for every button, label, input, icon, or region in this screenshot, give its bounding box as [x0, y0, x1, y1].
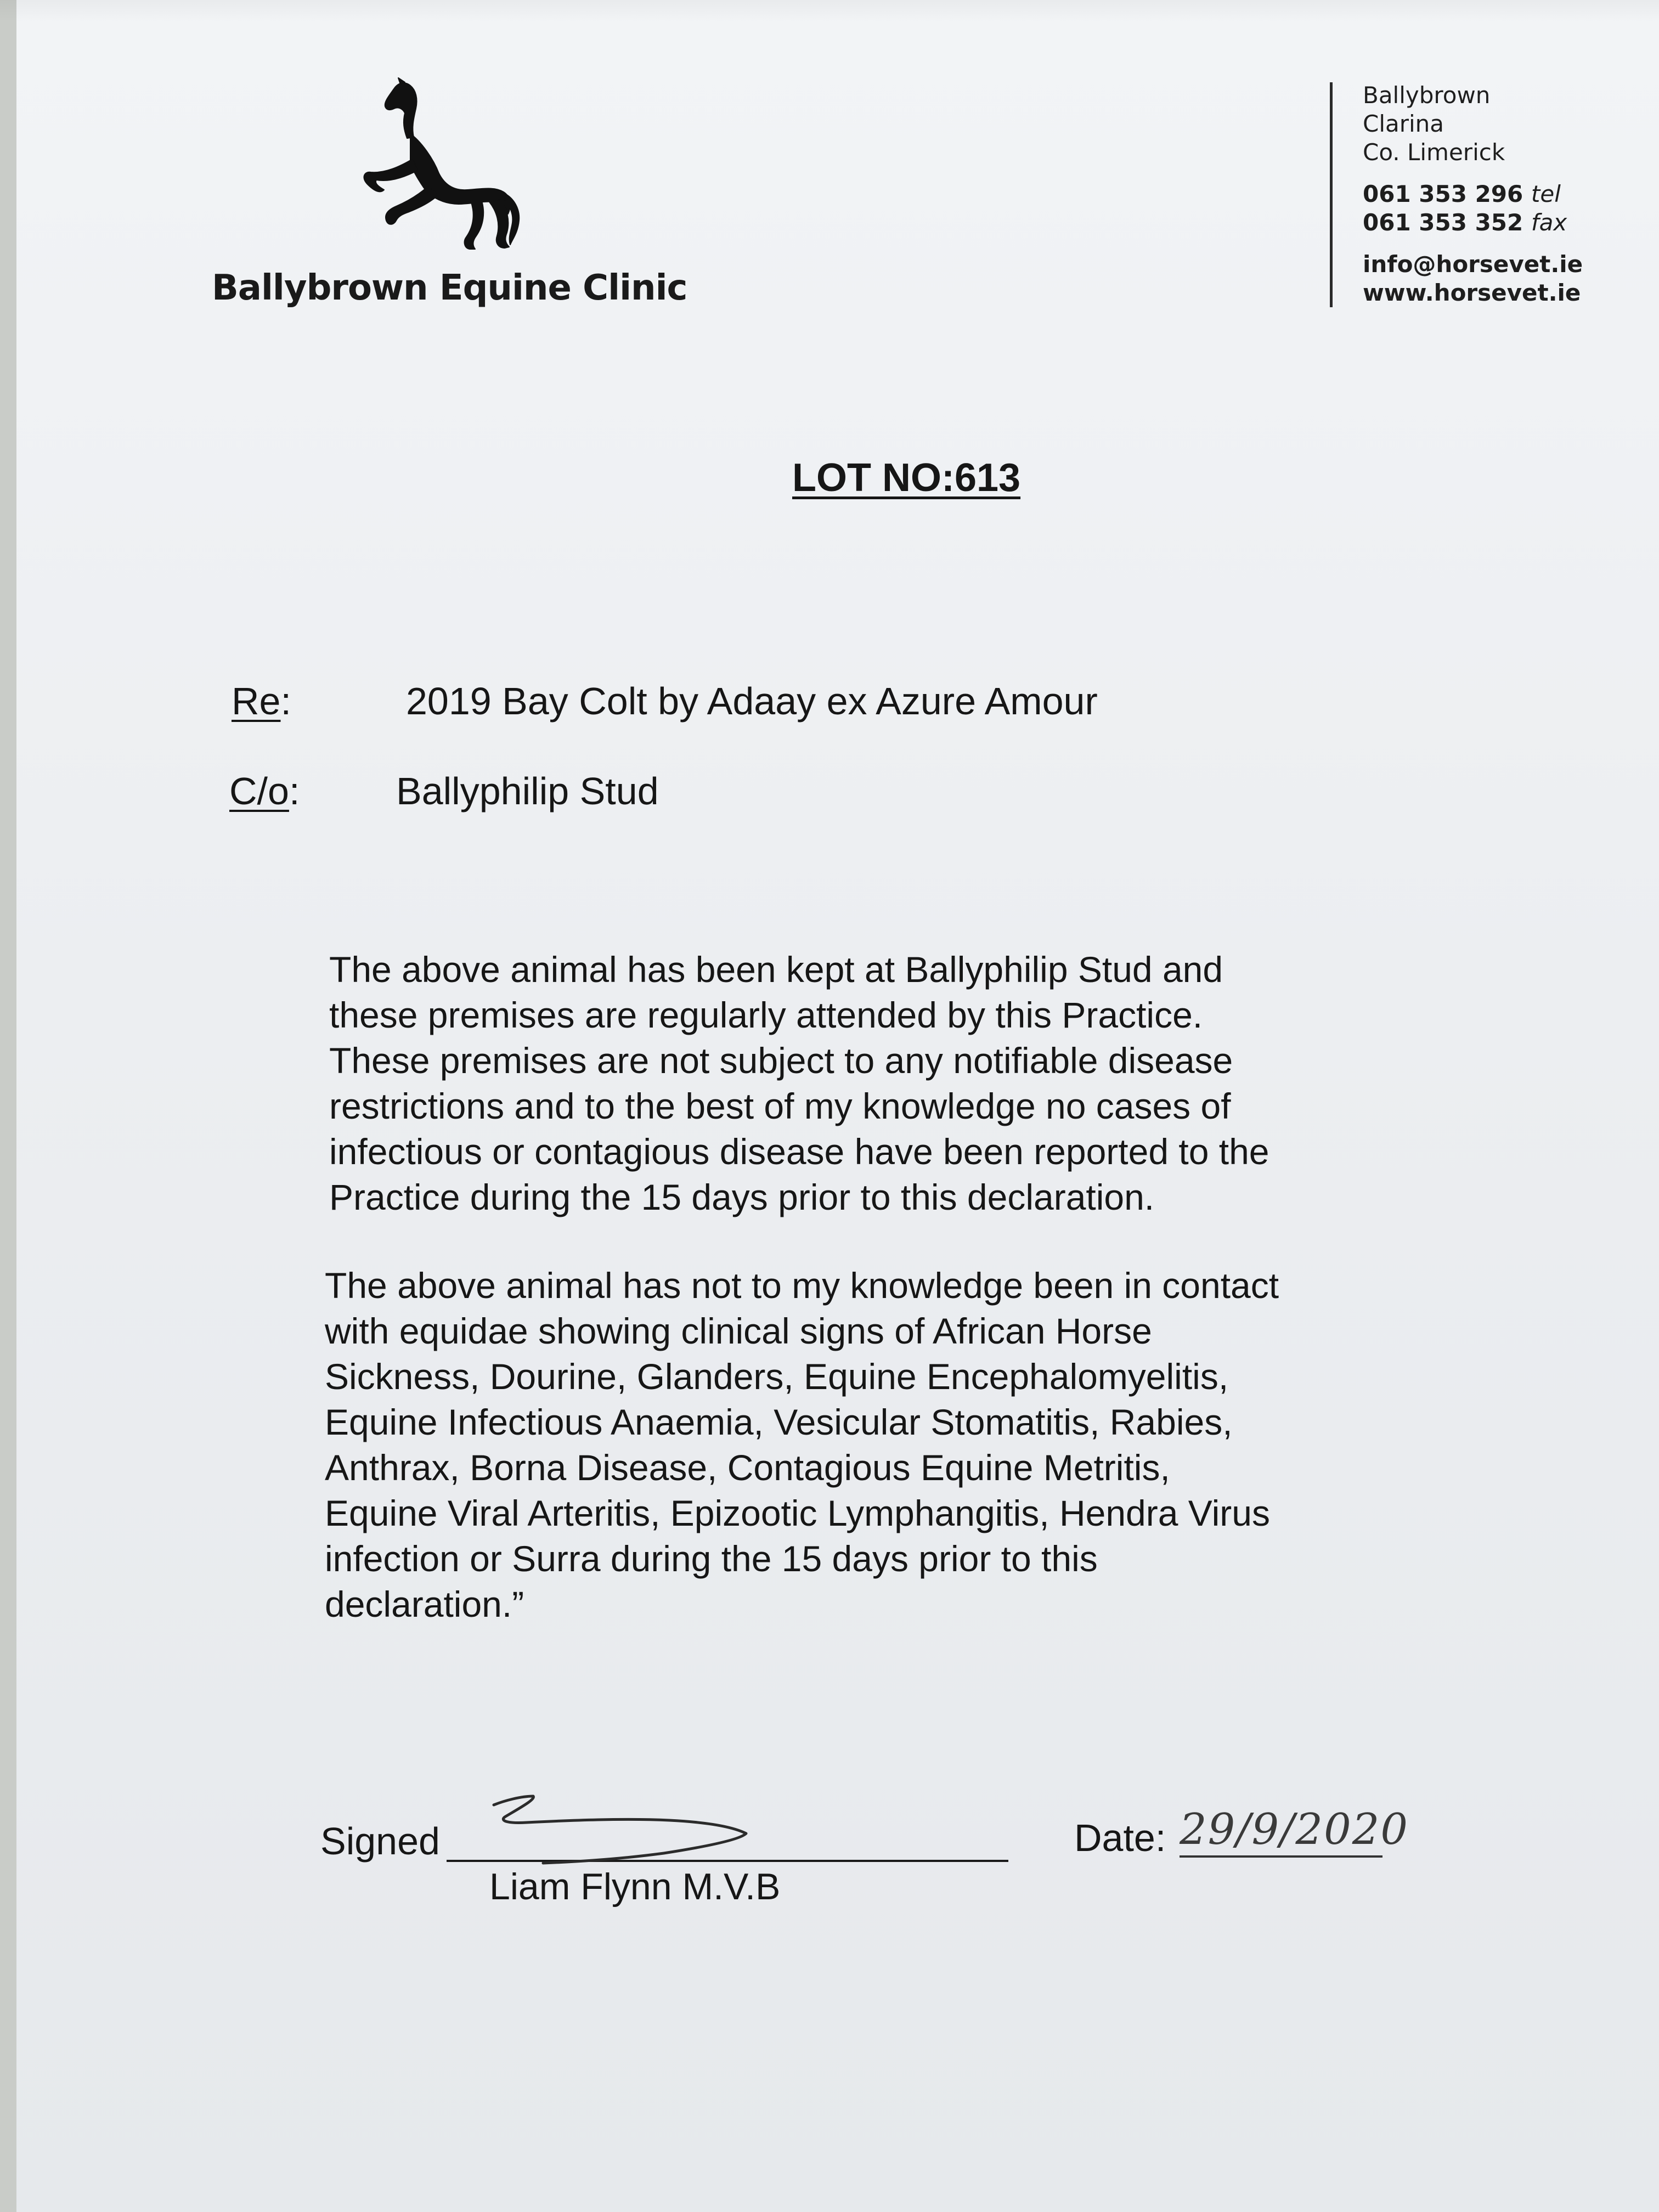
paragraph-line: These premises are not subject to any notifiable disease — [329, 1040, 1233, 1081]
paragraph-line: Sickness, Dourine, Glanders, Equine Encephalomyelitis, — [325, 1356, 1229, 1397]
paragraph-line: infectious or contagious disease have been reported to the — [329, 1131, 1269, 1172]
fax-label: fax — [1531, 209, 1567, 236]
paragraph-line: Equine Viral Arteritis, Epizootic Lymphangitis, Hendra Virus — [325, 1493, 1270, 1533]
clinic-name: Ballybrown Equine Clinic — [212, 268, 687, 308]
signer-name: Liam Flynn M.V.B — [489, 1866, 781, 1908]
lot-number-heading: LOT NO:613 — [792, 456, 1021, 500]
fax-number: 061 353 352 — [1363, 209, 1523, 236]
declaration-paragraph-2 — [325, 1263, 1279, 1627]
paragraph-line: Anthrax, Borna Disease, Contagious Equine Metritis, — [325, 1447, 1170, 1488]
paragraph-line: The above animal has been kept at Ballyphilip Stud and — [329, 949, 1223, 990]
paragraph-line: Equine Infectious Anaemia, Vesicular Stomatitis, Rabies, — [325, 1402, 1233, 1442]
fax-line — [1363, 208, 1583, 237]
address-line: Clarina — [1363, 110, 1444, 137]
tel-line — [1363, 180, 1583, 208]
letterhead-divider — [1330, 82, 1333, 307]
paper-shadow — [0, 0, 1659, 22]
paragraph-line: declaration.” — [325, 1584, 524, 1624]
email: info@horsevet.ie — [1363, 251, 1583, 278]
paragraph-line: restrictions and to the best of my knowledge no cases of — [329, 1086, 1231, 1126]
rearing-horse-logo-icon — [346, 77, 521, 258]
declaration-paragraph-1 — [329, 947, 1269, 1220]
tel-number: 061 353 296 — [1363, 180, 1523, 207]
paragraph-line: infection or Surra during the 15 days prior to this — [325, 1538, 1098, 1579]
re-label: Re: — [232, 680, 291, 723]
paragraph-line: Practice during the 15 days prior to this declaration. — [329, 1177, 1155, 1217]
website: www.horsevet.ie — [1363, 279, 1581, 306]
address-line: Co. Limerick — [1363, 139, 1505, 166]
address-line: Ballybrown — [1363, 82, 1491, 109]
date-label: Date: — [1074, 1816, 1166, 1859]
tel-label: tel — [1531, 180, 1561, 207]
signed-label: Signed — [320, 1820, 440, 1863]
co-label: C/o: — [229, 770, 300, 812]
date-line — [1180, 1855, 1383, 1858]
paragraph-line: The above animal has not to my knowledge been in contact — [325, 1265, 1279, 1306]
co-value: Ballyphilip Stud — [396, 770, 659, 812]
paragraph-line: these premises are regularly attended by this Practice. — [329, 995, 1203, 1035]
re-value: 2019 Bay Colt by Adaay ex Azure Amour — [406, 680, 1098, 723]
contact-block — [1363, 81, 1583, 307]
paragraph-line: with equidae showing clinical signs of African Horse — [325, 1311, 1152, 1351]
handwritten-date: 29/9/2020 — [1180, 1805, 1409, 1854]
